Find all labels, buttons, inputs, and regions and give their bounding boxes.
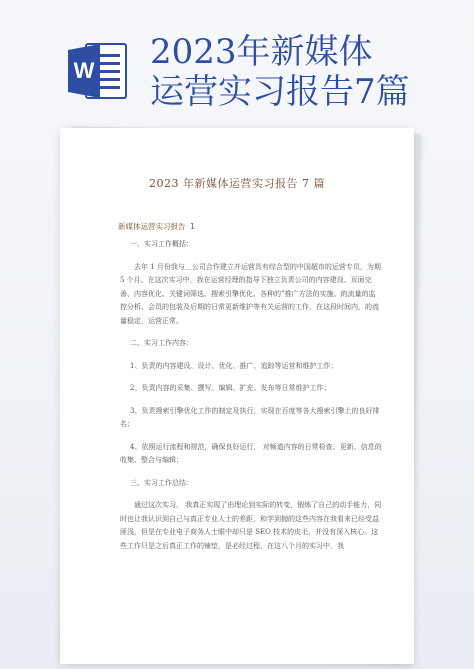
paragraph-3: 二、实习工作内容： xyxy=(130,339,193,347)
document-title: 2023 年新媒体运营实习报告 7 篇 xyxy=(149,177,325,190)
hero-title-line-1: 2023年新媒体 xyxy=(150,32,373,72)
document-page xyxy=(60,128,414,664)
hero-title xyxy=(150,32,470,112)
paragraph-4: 1、负责的内容建设、设计、优化、推广、追踪等运营和维护工作； xyxy=(130,361,338,370)
section-heading: 新媒体运营实习报告 1 xyxy=(118,222,195,231)
word-document-icon xyxy=(66,40,128,102)
paragraph-8: 三、实习工作总结： xyxy=(130,478,193,487)
word-icon-letter: W xyxy=(73,58,95,83)
paragraph-7: 4、依照运行流程和规范，确保良好运行， 对频道内容的日常检查、更新、信息的收集、整合与编辑； xyxy=(120,442,382,464)
paragraph-2: 去年 1 月份我与＿公司合作建立并运营具有综合型的中国超市的运营专员，为期 5 个月。在这次实习中，我在运营经理的指导下独立负责公司的内容建设、页面完善、内容优化、关键词筛选、搜索引擎优化、各种的”推广方法的实施、的流量的监控分析、会员的包装及后期的日常更新维护等有关运营的工作，在这段时间内，的流量稳定，运营正常。 xyxy=(120,262,381,325)
document-body xyxy=(120,238,382,562)
hero-banner xyxy=(0,0,474,135)
paragraph-6: 3、负责搜索引擎优化工作的制定及执行，实现在百度等各大搜索引擎上的良好排名； xyxy=(120,406,380,428)
paragraph-5: 2、负责内容的采集、撰写、编辑、扩充、发布等日常维护工作； xyxy=(130,384,331,392)
paragraph-9: 通过这次实习， 我真正实现了由理论到实际的转变，锻炼了自己的动手能力，同时也让我认识到自己与真正专业人士的差距，和学到抛的这些内容在我看来已经受益匪浅，但是在专业电子商务人士眼中却只是 SEO 技术的皮毛，并没有深入核心。这些工作只是之后真正工作的铺垫，是必经过程，在这八个月的实习中，我 xyxy=(120,501,382,550)
paragraph-1: 一、实习工作概括： xyxy=(130,240,193,248)
hero-title-line-2: 运营实习报告7篇 xyxy=(150,72,410,112)
